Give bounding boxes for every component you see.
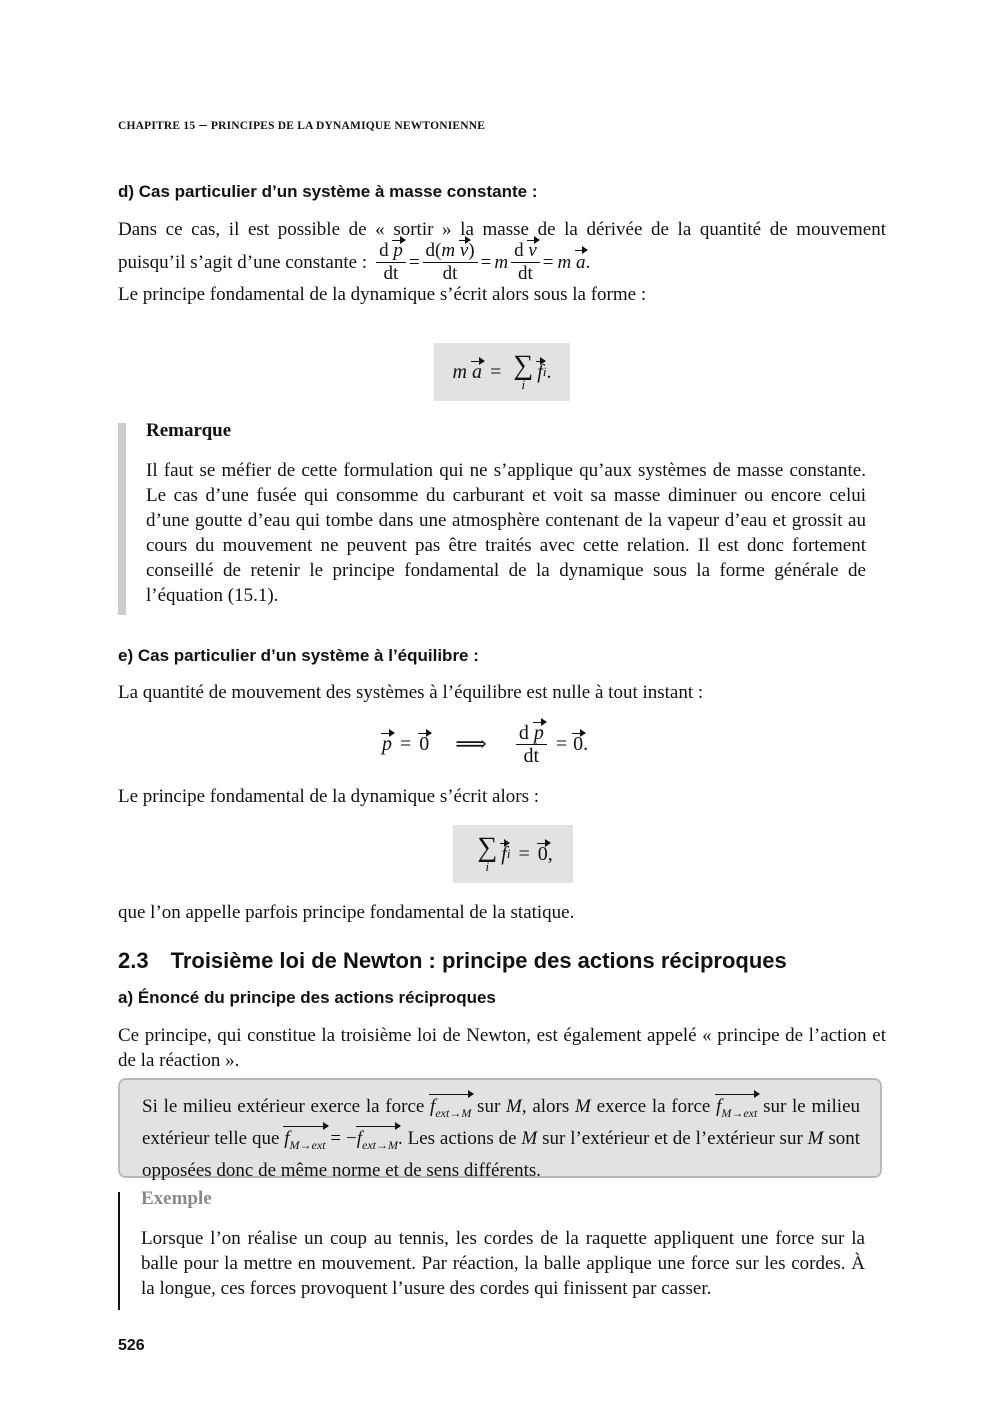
system-M: M	[807, 1127, 824, 1149]
section-e-heading: e) Cas particulier d’un système à l’équilibre :	[118, 646, 479, 665]
f-index: i	[506, 846, 511, 861]
equals-sign: =	[400, 732, 412, 755]
law-text-2: sur	[477, 1096, 501, 1117]
f-subscript: M→ext	[289, 1137, 326, 1152]
f-symbol: f	[284, 1127, 290, 1149]
example-title: Exemple	[141, 1188, 212, 1209]
vector-f: f	[537, 360, 543, 383]
f-symbol: f	[356, 1127, 362, 1149]
d-symbol: d	[518, 721, 529, 744]
frac-dmv-dt	[423, 240, 478, 285]
law-text-6: . Les actions de	[397, 1127, 517, 1149]
equals-sign: =	[490, 360, 502, 383]
law-text-5: sur le milieu extérieur telle que	[142, 1096, 861, 1149]
equals-sign: =	[518, 842, 530, 865]
equals-sign: =	[330, 1127, 342, 1149]
mass-m: m	[494, 251, 509, 273]
sigma: ∑	[513, 350, 534, 381]
remark-text: Il faut se méfier de cette formulation qui ne s’applique qu’aux systèmes de masse constante. Le cas d’une fusée qui consomme du carburant et voit sa masse diminuer ou encore celui d’une goutte d’eau qui tombe dans une atmosphère contenant de la vapeur d’eau et grossit au cours du mouvement ne peuvent pas être traités avec cette relation. Il est donc fortement conseillé de retenir le principe fondamental de la dynamique sous la forme générale de l’équation (15.1).	[146, 460, 866, 606]
right-paren: )	[468, 239, 475, 261]
sum-symbol	[513, 350, 534, 392]
boxed-equation-newton-2	[434, 343, 570, 401]
remark-title: Remarque	[146, 420, 232, 441]
example-text: Lorsque l’on réalise un coup au tennis, les cordes de la raquette appliquent une force sur la balle pour la mettre en mouvement. Par réaction, la balle applique une force sur les cordes. À la longue, ces forces provoquent l’usure des cordes qui finissent par casser.	[141, 1228, 865, 1299]
vector-v: v	[528, 239, 537, 261]
law-text-3: , alors	[521, 1096, 570, 1117]
section-d-line-2	[118, 238, 886, 286]
section-d-line-2-text: puisqu’il s’agit d’une constante :	[118, 251, 368, 273]
comma: ,	[547, 842, 553, 865]
f-symbol: f	[430, 1096, 436, 1117]
f-index: i	[542, 364, 547, 379]
section-2-3-title	[118, 948, 787, 974]
f-subscript: ext→M	[435, 1105, 472, 1120]
dt-symbol: dt	[383, 262, 399, 284]
period: .	[546, 360, 552, 383]
page-number: 526	[118, 1337, 145, 1354]
law-text-4: exerce la force	[596, 1096, 711, 1117]
section-e-paragraph-3: que l’on appelle parfois principe fondamental de la statique.	[118, 902, 575, 923]
frac-dp-dt	[376, 240, 406, 285]
running-head-separator: –	[195, 117, 211, 133]
inline-equation	[373, 240, 590, 285]
running-head-title: PRINCIPES DE LA DYNAMIQUE NEWTONIENNE	[210, 120, 486, 132]
equals-sign: =	[408, 251, 420, 273]
implies-arrow: ⟹	[455, 731, 487, 756]
f-subscript: ext→M	[362, 1137, 398, 1152]
f-subscript: M→ext	[721, 1105, 758, 1120]
vector-f: f	[501, 842, 507, 865]
example-bar	[118, 1192, 120, 1310]
remark-bar	[118, 423, 126, 615]
system-M: M	[521, 1127, 538, 1149]
vector-a: a	[575, 251, 586, 273]
vector-a: a	[472, 360, 482, 383]
minus-sign: −	[346, 1127, 357, 1149]
vector-zero: 0	[419, 732, 430, 755]
section-d-heading: d) Cas particulier d’un système à masse constante :	[118, 182, 538, 201]
section-e-paragraph-1: La quantité de mouvement des systèmes à l’équilibre est nulle à tout instant :	[118, 682, 704, 703]
f-symbol: f	[716, 1096, 722, 1117]
section-title-text: Troisième loi de Newton : principe des actions réciproques	[170, 948, 787, 973]
system-M: M	[506, 1096, 522, 1117]
vector-p: p	[533, 721, 544, 744]
section-d-paragraph-1	[118, 217, 886, 307]
law-text-1: Si le milieu extérieur exerce la force	[142, 1096, 425, 1117]
sigma: ∑	[477, 832, 498, 863]
running-head-chapter: CHAPITRE 15	[118, 120, 196, 132]
section-d-paragraph-2: Le principe fondamental de la dynamique s’écrit alors sous la forme :	[118, 284, 647, 305]
d-symbol: d	[379, 239, 389, 261]
vector-f-ext-M	[357, 1126, 398, 1158]
mass-m: m	[557, 251, 572, 273]
equals-sign: =	[555, 732, 568, 755]
sum-index: i	[521, 377, 526, 392]
law-text-8: sont opposées donc de même norme et de sens différents.	[142, 1127, 861, 1181]
dt-symbol: dt	[523, 744, 540, 767]
running-head	[118, 117, 485, 134]
vector-f-ext-M	[430, 1094, 471, 1126]
vector-p: p	[393, 239, 403, 261]
equals-sign: =	[480, 251, 492, 273]
frac-dp-dt	[516, 722, 547, 767]
section-2-3-a-heading: a) Énoncé du principe des actions réciproques	[118, 988, 496, 1007]
mass-m: m	[452, 360, 467, 383]
dt-symbol: dt	[518, 262, 533, 284]
system-M: M	[575, 1096, 591, 1117]
vector-zero: 0	[573, 732, 584, 755]
left-paren: (	[435, 239, 442, 261]
mass-m: m	[441, 239, 456, 261]
period: .	[585, 251, 591, 273]
vector-v: v	[459, 239, 469, 261]
vector-zero: 0	[537, 842, 548, 865]
period: .	[583, 732, 589, 755]
frac-dv-dt	[511, 240, 540, 285]
section-d-line-1: Dans ce cas, il est possible de « sortir » la masse de la dérivée de la quantité de mouvement	[118, 219, 886, 240]
boxed-equation-statics	[453, 825, 573, 883]
vector-f-M-ext	[716, 1094, 757, 1126]
equation-equilibrium	[382, 718, 642, 770]
equals-sign: =	[542, 251, 554, 273]
d-symbol: d	[425, 239, 436, 261]
sum-index: i	[485, 859, 490, 874]
section-e-paragraph-2: Le principe fondamental de la dynamique s’écrit alors :	[118, 786, 540, 807]
section-number: 2.3	[118, 948, 149, 973]
principle-statement-box	[118, 1078, 882, 1181]
d-symbol: d	[514, 239, 524, 261]
law-text-7: sur l’extérieur et de l’extérieur sur	[542, 1127, 803, 1149]
vector-f-M-ext	[284, 1126, 325, 1158]
sum-symbol	[477, 832, 498, 874]
vector-p: p	[382, 732, 392, 755]
section-2-3-paragraph: Ce principe, qui constitue la troisième loi de Newton, est également appelé « principe de l’action et de la réaction ».	[118, 1025, 886, 1071]
dt-symbol: dt	[442, 262, 458, 284]
